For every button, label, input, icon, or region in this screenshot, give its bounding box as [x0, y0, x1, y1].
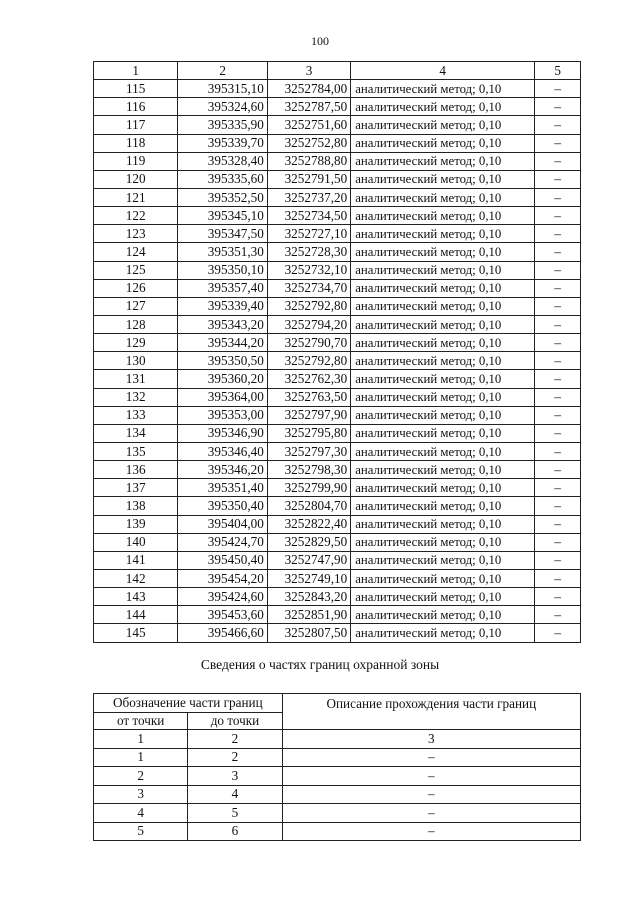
- from-point-cell: 1: [94, 748, 188, 767]
- note-cell: –: [535, 134, 581, 152]
- coord-y-cell: 3252784,00: [267, 80, 350, 98]
- note-cell: –: [535, 497, 581, 515]
- coord-y-cell: 3252790,70: [267, 334, 350, 352]
- method-accuracy-cell: аналитический метод; 0,10: [351, 569, 535, 587]
- coord-y-cell: 3252728,30: [267, 243, 350, 261]
- section-title: Сведения о частях границ охранной зоны: [200, 657, 440, 672]
- coord-x-cell: 395346,20: [178, 461, 267, 479]
- table-row: [94, 315, 581, 333]
- note-cell: –: [535, 334, 581, 352]
- point-number-cell: 145: [94, 624, 178, 642]
- coordinates-body: [94, 80, 581, 642]
- table-row: [94, 188, 581, 206]
- header-boundary-designation: Обозначение части границ: [94, 694, 283, 713]
- table-row: [94, 279, 581, 297]
- point-number-cell: 121: [94, 188, 178, 206]
- coord-x-cell: 395339,70: [178, 134, 267, 152]
- coord-x-cell: 395339,40: [178, 297, 267, 315]
- note-cell: –: [535, 533, 581, 551]
- point-number-cell: 133: [94, 406, 178, 424]
- col-header-2: 2: [178, 62, 267, 80]
- method-accuracy-cell: аналитический метод; 0,10: [351, 334, 535, 352]
- coord-y-cell: 3252843,20: [267, 588, 350, 606]
- note-cell: –: [535, 461, 581, 479]
- note-cell: –: [535, 370, 581, 388]
- method-accuracy-cell: аналитический метод; 0,10: [351, 352, 535, 370]
- coord-x-cell: 395353,00: [178, 406, 267, 424]
- table-row: [94, 785, 581, 804]
- to-point-cell: 4: [188, 785, 282, 804]
- coord-y-cell: 3252804,70: [267, 497, 350, 515]
- coord-x-cell: 395351,40: [178, 479, 267, 497]
- point-number-cell: 140: [94, 533, 178, 551]
- coord-x-cell: 395466,60: [178, 624, 267, 642]
- coord-x-cell: 395335,60: [178, 170, 267, 188]
- coord-x-cell: 395364,00: [178, 388, 267, 406]
- col-number-2: 2: [188, 730, 282, 749]
- point-number-cell: 126: [94, 279, 178, 297]
- coord-y-cell: 3252829,50: [267, 533, 350, 551]
- table-row: [94, 497, 581, 515]
- method-accuracy-cell: аналитический метод; 0,10: [351, 479, 535, 497]
- coord-y-cell: 3252751,60: [267, 116, 350, 134]
- table-row: [94, 406, 581, 424]
- point-number-cell: 129: [94, 334, 178, 352]
- coord-x-cell: 395424,70: [178, 533, 267, 551]
- table-row: [94, 152, 581, 170]
- table-row: [94, 461, 581, 479]
- header-from-point: от точки: [94, 713, 188, 730]
- point-number-cell: 117: [94, 116, 178, 134]
- point-number-cell: 139: [94, 515, 178, 533]
- point-number-cell: 125: [94, 261, 178, 279]
- coordinates-table: [93, 61, 581, 643]
- parts-column-numbers-row: [94, 730, 581, 749]
- table-row: [94, 207, 581, 225]
- col-number-1: 1: [94, 730, 188, 749]
- from-point-cell: 4: [94, 804, 188, 823]
- note-cell: –: [535, 188, 581, 206]
- description-cell: –: [282, 748, 580, 767]
- coord-y-cell: 3252747,90: [267, 551, 350, 569]
- to-point-cell: 3: [188, 767, 282, 786]
- coord-x-cell: 395351,30: [178, 243, 267, 261]
- note-cell: –: [535, 170, 581, 188]
- coord-x-cell: 395315,10: [178, 80, 267, 98]
- point-number-cell: 143: [94, 588, 178, 606]
- table-row: [94, 243, 581, 261]
- coord-x-cell: 395343,20: [178, 315, 267, 333]
- point-number-cell: 127: [94, 297, 178, 315]
- point-number-cell: 134: [94, 424, 178, 442]
- method-accuracy-cell: аналитический метод; 0,10: [351, 388, 535, 406]
- table-row: [94, 767, 581, 786]
- coordinates-header-row: [94, 62, 581, 80]
- coord-y-cell: 3252787,50: [267, 98, 350, 116]
- coord-y-cell: 3252794,20: [267, 315, 350, 333]
- coord-y-cell: 3252792,80: [267, 297, 350, 315]
- header-to-point: до точки: [188, 713, 282, 730]
- coord-x-cell: 395453,60: [178, 606, 267, 624]
- parts-body: [94, 730, 581, 841]
- method-accuracy-cell: аналитический метод; 0,10: [351, 370, 535, 388]
- coord-y-cell: 3252762,30: [267, 370, 350, 388]
- coord-x-cell: 395346,90: [178, 424, 267, 442]
- table-row: [94, 116, 581, 134]
- table-row: [94, 134, 581, 152]
- coord-y-cell: 3252797,90: [267, 406, 350, 424]
- method-accuracy-cell: аналитический метод; 0,10: [351, 406, 535, 424]
- table-row: [94, 569, 581, 587]
- table-row: [94, 297, 581, 315]
- note-cell: –: [535, 152, 581, 170]
- method-accuracy-cell: аналитический метод; 0,10: [351, 624, 535, 642]
- table-row: [94, 261, 581, 279]
- method-accuracy-cell: аналитический метод; 0,10: [351, 533, 535, 551]
- coord-x-cell: 395347,50: [178, 225, 267, 243]
- method-accuracy-cell: аналитический метод; 0,10: [351, 588, 535, 606]
- method-accuracy-cell: аналитический метод; 0,10: [351, 152, 535, 170]
- coord-y-cell: 3252749,10: [267, 569, 350, 587]
- coord-x-cell: 395360,20: [178, 370, 267, 388]
- note-cell: –: [535, 80, 581, 98]
- method-accuracy-cell: аналитический метод; 0,10: [351, 424, 535, 442]
- method-accuracy-cell: аналитический метод; 0,10: [351, 515, 535, 533]
- table-row: [94, 515, 581, 533]
- table-row: [94, 424, 581, 442]
- description-cell: –: [282, 767, 580, 786]
- point-number-cell: 131: [94, 370, 178, 388]
- table-row: [94, 533, 581, 551]
- table-row: [94, 822, 581, 841]
- coord-x-cell: 395350,50: [178, 352, 267, 370]
- method-accuracy-cell: аналитический метод; 0,10: [351, 279, 535, 297]
- table-row: [94, 624, 581, 642]
- coord-x-cell: 395345,10: [178, 207, 267, 225]
- point-number-cell: 130: [94, 352, 178, 370]
- note-cell: –: [535, 406, 581, 424]
- note-cell: –: [535, 551, 581, 569]
- coord-x-cell: 395357,40: [178, 279, 267, 297]
- method-accuracy-cell: аналитический метод; 0,10: [351, 225, 535, 243]
- to-point-cell: 5: [188, 804, 282, 823]
- point-number-cell: 138: [94, 497, 178, 515]
- note-cell: –: [535, 606, 581, 624]
- note-cell: –: [535, 225, 581, 243]
- table-row: [94, 388, 581, 406]
- table-row: [94, 606, 581, 624]
- table-row: [94, 551, 581, 569]
- table-row: [94, 748, 581, 767]
- point-number-cell: 118: [94, 134, 178, 152]
- coord-y-cell: 3252752,80: [267, 134, 350, 152]
- coord-y-cell: 3252737,20: [267, 188, 350, 206]
- method-accuracy-cell: аналитический метод; 0,10: [351, 243, 535, 261]
- coord-y-cell: 3252788,80: [267, 152, 350, 170]
- coord-x-cell: 395404,00: [178, 515, 267, 533]
- coord-x-cell: 395350,40: [178, 497, 267, 515]
- table-row: [94, 80, 581, 98]
- coord-y-cell: 3252734,70: [267, 279, 350, 297]
- col-header-4: 4: [351, 62, 535, 80]
- page-number: 100: [311, 34, 329, 48]
- coord-x-cell: 395335,90: [178, 116, 267, 134]
- note-cell: –: [535, 442, 581, 460]
- note-cell: –: [535, 207, 581, 225]
- method-accuracy-cell: аналитический метод; 0,10: [351, 170, 535, 188]
- point-number-cell: 128: [94, 315, 178, 333]
- method-accuracy-cell: аналитический метод; 0,10: [351, 297, 535, 315]
- point-number-cell: 122: [94, 207, 178, 225]
- note-cell: –: [535, 515, 581, 533]
- coord-y-cell: 3252822,40: [267, 515, 350, 533]
- method-accuracy-cell: аналитический метод; 0,10: [351, 315, 535, 333]
- note-cell: –: [535, 243, 581, 261]
- header-boundary-description: Описание прохождения части границ: [282, 694, 580, 730]
- method-accuracy-cell: аналитический метод; 0,10: [351, 442, 535, 460]
- col-header-3: 3: [267, 62, 350, 80]
- col-header-5: 5: [535, 62, 581, 80]
- description-cell: –: [282, 804, 580, 823]
- note-cell: –: [535, 569, 581, 587]
- point-number-cell: 136: [94, 461, 178, 479]
- description-cell: –: [282, 822, 580, 841]
- table-row: [94, 225, 581, 243]
- method-accuracy-cell: аналитический метод; 0,10: [351, 461, 535, 479]
- coord-y-cell: 3252727,10: [267, 225, 350, 243]
- note-cell: –: [535, 279, 581, 297]
- table-row: [94, 588, 581, 606]
- method-accuracy-cell: аналитический метод; 0,10: [351, 116, 535, 134]
- table-row: [94, 170, 581, 188]
- note-cell: –: [535, 297, 581, 315]
- method-accuracy-cell: аналитический метод; 0,10: [351, 606, 535, 624]
- description-cell: –: [282, 785, 580, 804]
- parts-header-row: [94, 694, 581, 713]
- note-cell: –: [535, 388, 581, 406]
- coord-y-cell: 3252763,50: [267, 388, 350, 406]
- coord-x-cell: 395352,50: [178, 188, 267, 206]
- coord-y-cell: 3252798,30: [267, 461, 350, 479]
- method-accuracy-cell: аналитический метод; 0,10: [351, 98, 535, 116]
- coord-x-cell: 395328,40: [178, 152, 267, 170]
- point-number-cell: 119: [94, 152, 178, 170]
- coord-y-cell: 3252799,90: [267, 479, 350, 497]
- point-number-cell: 137: [94, 479, 178, 497]
- note-cell: –: [535, 479, 581, 497]
- to-point-cell: 2: [188, 748, 282, 767]
- coord-y-cell: 3252732,10: [267, 261, 350, 279]
- table-row: [94, 334, 581, 352]
- method-accuracy-cell: аналитический метод; 0,10: [351, 261, 535, 279]
- point-number-cell: 142: [94, 569, 178, 587]
- table-row: [94, 804, 581, 823]
- coord-x-cell: 395324,60: [178, 98, 267, 116]
- note-cell: –: [535, 588, 581, 606]
- note-cell: –: [535, 424, 581, 442]
- point-number-cell: 124: [94, 243, 178, 261]
- coord-x-cell: 395424,60: [178, 588, 267, 606]
- point-number-cell: 115: [94, 80, 178, 98]
- note-cell: –: [535, 352, 581, 370]
- coord-x-cell: 395350,10: [178, 261, 267, 279]
- note-cell: –: [535, 624, 581, 642]
- method-accuracy-cell: аналитический метод; 0,10: [351, 551, 535, 569]
- coord-y-cell: 3252795,80: [267, 424, 350, 442]
- coord-x-cell: 395450,40: [178, 551, 267, 569]
- note-cell: –: [535, 315, 581, 333]
- method-accuracy-cell: аналитический метод; 0,10: [351, 80, 535, 98]
- coord-y-cell: 3252734,50: [267, 207, 350, 225]
- point-number-cell: 123: [94, 225, 178, 243]
- coord-y-cell: 3252791,50: [267, 170, 350, 188]
- point-number-cell: 135: [94, 442, 178, 460]
- from-point-cell: 2: [94, 767, 188, 786]
- note-cell: –: [535, 261, 581, 279]
- point-number-cell: 116: [94, 98, 178, 116]
- method-accuracy-cell: аналитический метод; 0,10: [351, 497, 535, 515]
- coord-y-cell: 3252807,50: [267, 624, 350, 642]
- point-number-cell: 120: [94, 170, 178, 188]
- method-accuracy-cell: аналитический метод; 0,10: [351, 207, 535, 225]
- table-row: [94, 479, 581, 497]
- point-number-cell: 132: [94, 388, 178, 406]
- to-point-cell: 6: [188, 822, 282, 841]
- boundary-parts-table: [93, 693, 581, 841]
- coord-y-cell: 3252851,90: [267, 606, 350, 624]
- from-point-cell: 5: [94, 822, 188, 841]
- col-number-3: 3: [282, 730, 580, 749]
- from-point-cell: 3: [94, 785, 188, 804]
- method-accuracy-cell: аналитический метод; 0,10: [351, 134, 535, 152]
- coord-y-cell: 3252797,30: [267, 442, 350, 460]
- col-header-1: 1: [94, 62, 178, 80]
- table-row: [94, 98, 581, 116]
- table-row: [94, 442, 581, 460]
- coord-x-cell: 395344,20: [178, 334, 267, 352]
- note-cell: –: [535, 98, 581, 116]
- point-number-cell: 141: [94, 551, 178, 569]
- coord-x-cell: 395346,40: [178, 442, 267, 460]
- note-cell: –: [535, 116, 581, 134]
- method-accuracy-cell: аналитический метод; 0,10: [351, 188, 535, 206]
- coord-y-cell: 3252792,80: [267, 352, 350, 370]
- table-row: [94, 370, 581, 388]
- coord-x-cell: 395454,20: [178, 569, 267, 587]
- table-row: [94, 352, 581, 370]
- point-number-cell: 144: [94, 606, 178, 624]
